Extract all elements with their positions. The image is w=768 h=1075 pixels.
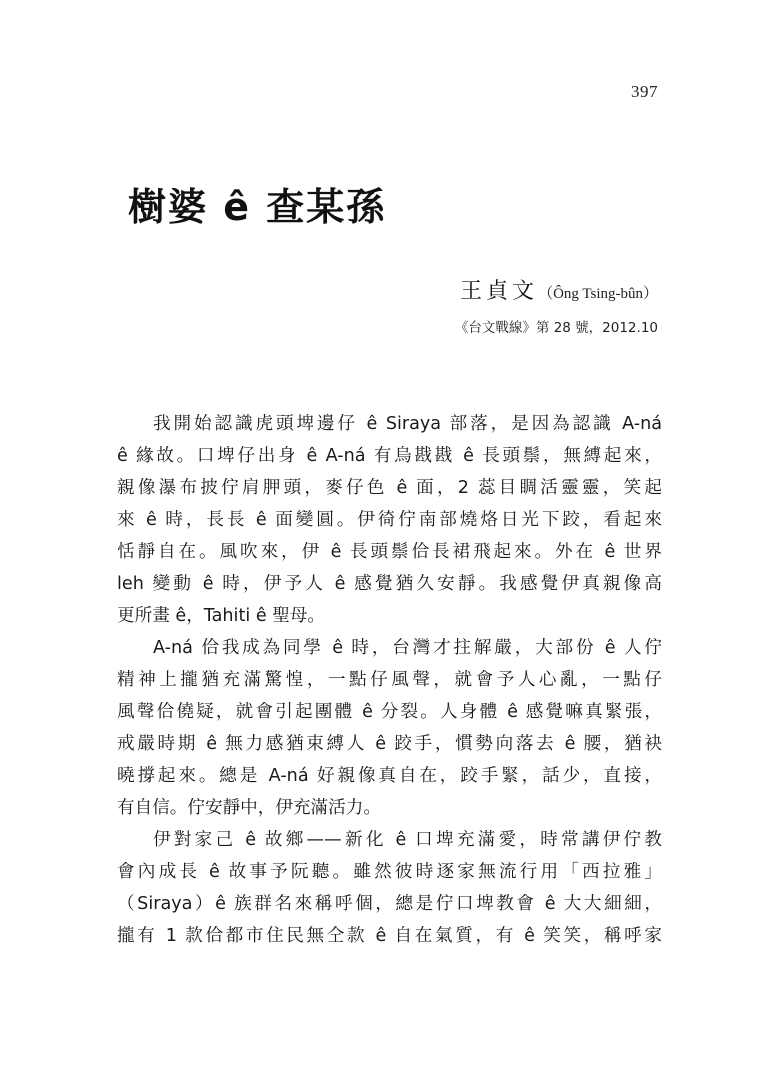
text-line: 伊對家己 ê 故鄉——新化 ê 口埤充滿愛，時常講伊佇教 — [153, 830, 662, 850]
text-line: 曉撐起來。總是 A-ná 好親像真自在，跤手緊，話少，直接， — [117, 766, 662, 786]
text-line: A-ná 佮我成為同學 ê 時，台灣才拄解嚴，大部份 ê 人佇 — [153, 638, 662, 658]
text-line: 來 ê 時，長長 ê 面變圓。伊徛佇南部燒烙日光下跤，看起來 — [117, 510, 662, 530]
text-line: 風聲佮僥疑，就會引起團體 ê 分裂。人身體 ê 感覺嘛真緊張， — [117, 702, 662, 722]
text-line: 恬靜自在。風吹來，伊 ê 長頭鬃佮長裙飛起來。外在 ê 世界 — [117, 542, 662, 562]
page-number: 397 — [631, 82, 658, 101]
text-line: （Siraya）ê 族群名來稱呼個，總是佇口埤教會 ê 大大細細， — [117, 894, 662, 914]
text-line: 更所畫 ê，Tahiti ê 聖母。 — [117, 606, 326, 626]
text-line: ê 緣故。口埤仔出身 ê A-ná 有烏戡戡 ê 長頭鬃，無縛起來， — [117, 446, 662, 466]
article-body — [117, 408, 662, 952]
paragraph — [117, 824, 662, 952]
text-line: leh 變動 ê 時，伊予人 ê 感覺猶久安靜。我感覺伊真親像高 — [117, 574, 662, 594]
author-name: 王貞文 — [460, 279, 539, 304]
text-line: 攏有 1 款佮都市住民無仝款 ê 自在氣質，有 ê 笑笑，稱呼家 — [117, 926, 662, 946]
text-line: 有自信。佇安靜中，伊充滿活力。 — [117, 798, 381, 818]
text-line: 精神上攏猶充滿驚惶，一點仔風聲，就會予人心亂，一點仔 — [117, 670, 662, 690]
author-romanized-name: （Ông Tsing-bûn） — [538, 286, 658, 302]
text-line: 會內成長 ê 故事予阮聽。雖然彼時逐家無流行用「西拉雅」 — [117, 862, 662, 882]
text-line: 親像瀑布披佇肩胛頭，麥仔色 ê 面，2 蕊目睭活靈靈，笑起 — [117, 478, 662, 498]
paragraph — [117, 632, 662, 824]
author-line — [460, 274, 658, 305]
source-citation: 《台文戰線》第 28 號，2012.10 — [454, 320, 658, 336]
page-title: 樹婆 ê 查某孫 — [128, 185, 387, 229]
paragraph — [117, 408, 662, 632]
text-line: 戒嚴時期 ê 無力感猶束縛人 ê 跤手，慣勢向落去 ê 腰，猶袂 — [117, 734, 662, 754]
text-line: 我開始認識虎頭埤邊仔 ê Siraya 部落，是因為認識 A-ná — [153, 414, 662, 434]
